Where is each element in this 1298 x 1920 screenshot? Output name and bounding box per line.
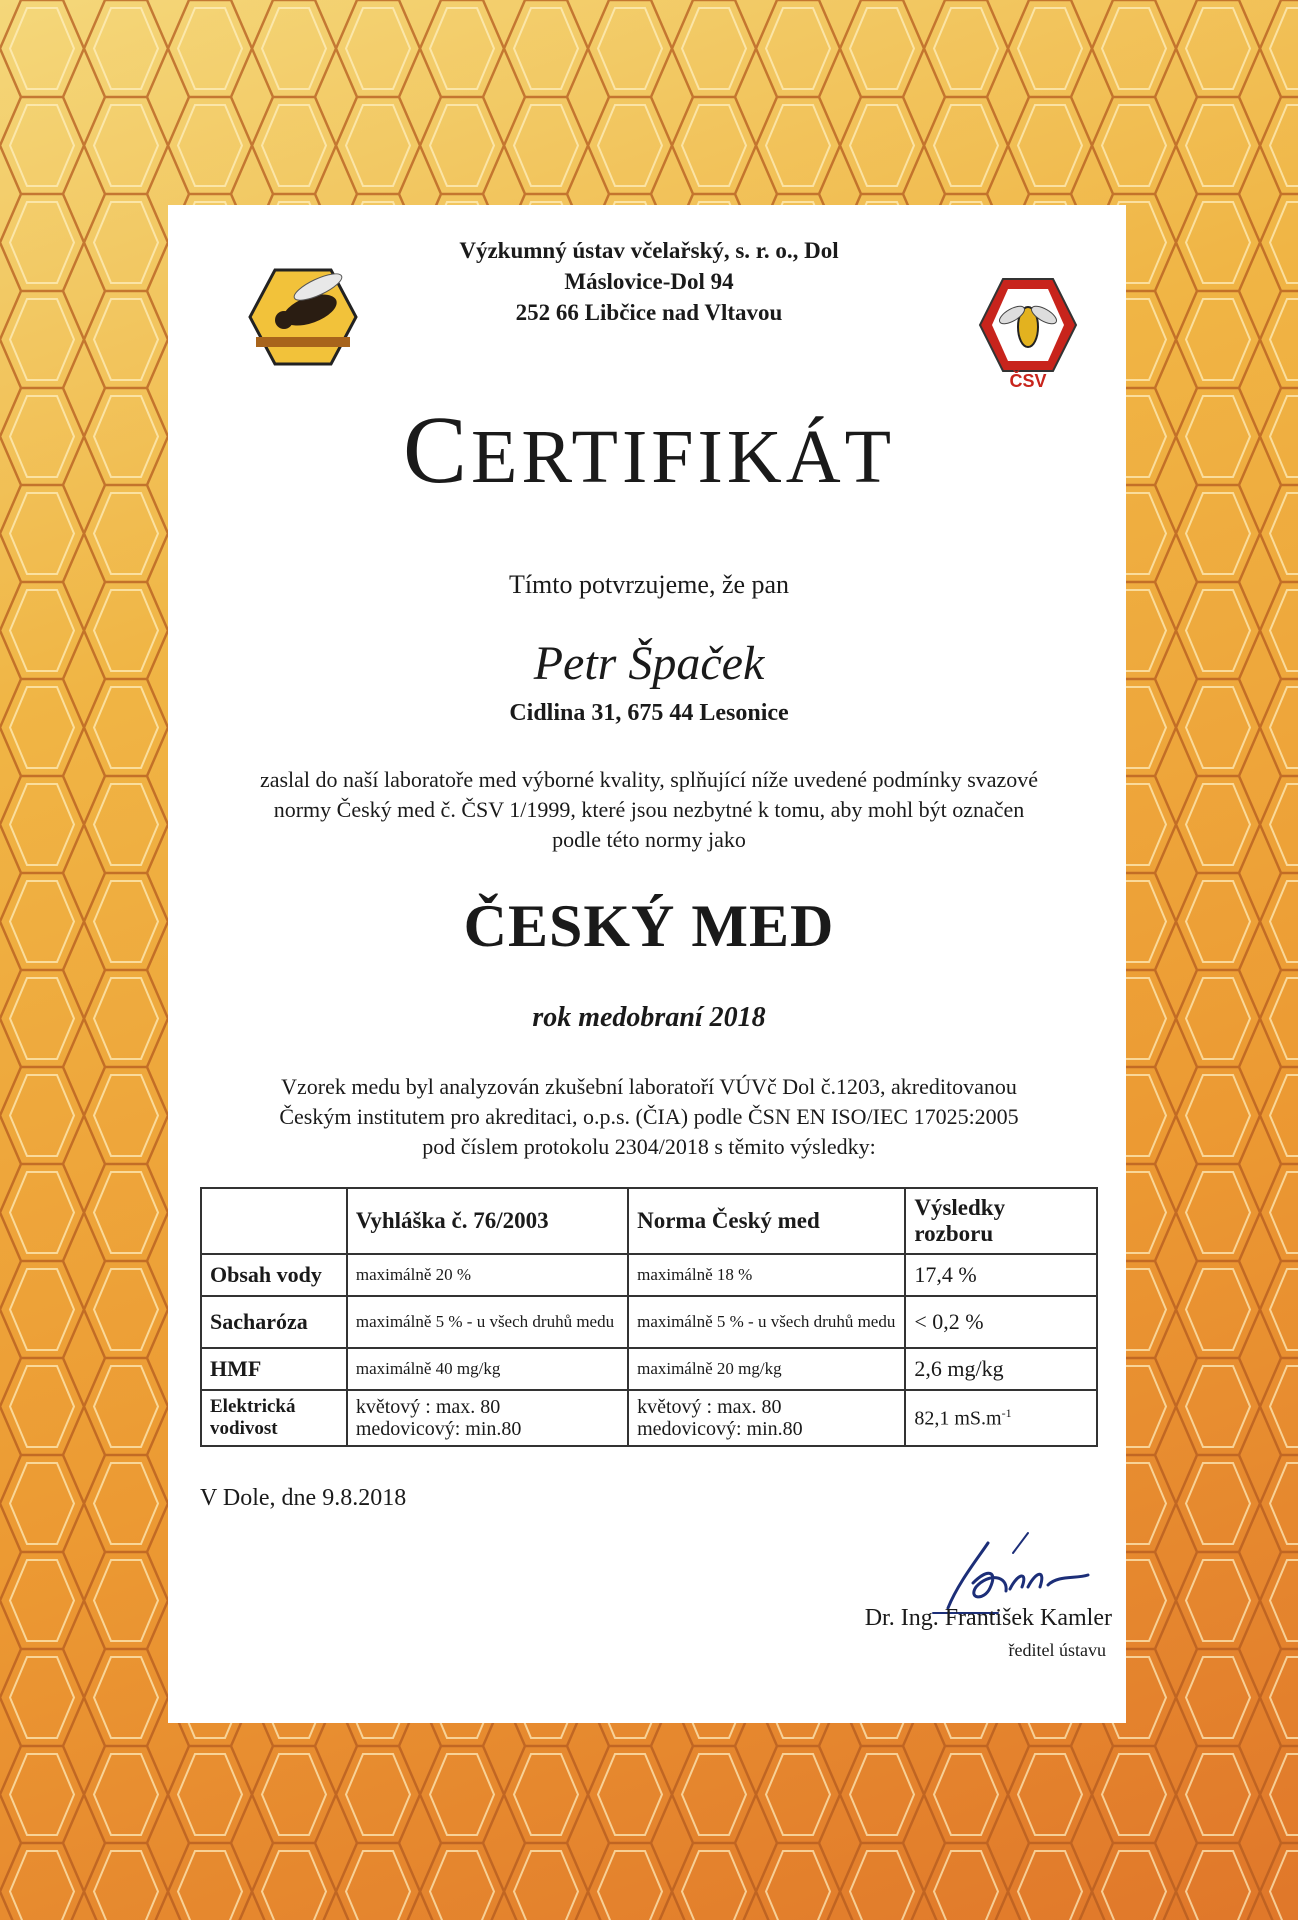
decree-value: maximálně 5 % - u všech druhů medu <box>347 1296 628 1348</box>
result-value: < 0,2 % <box>905 1296 1097 1348</box>
table-row <box>201 1348 1097 1390</box>
signer-name: Dr. Ing. František Kamler <box>864 1605 1112 1631</box>
analysis-paragraph <box>190 1072 1108 1162</box>
certificate-title <box>0 396 1298 507</box>
analysis-line: Vzorek medu byl analyzován zkušební laboratoří VÚVč Dol č.1203, akreditovanou <box>281 1074 1017 1099</box>
norm-value: maximálně 20 mg/kg <box>628 1348 905 1390</box>
decree-line: medovicový: min.80 <box>355 1418 522 1440</box>
row-label: Elektrická vodivost <box>201 1390 347 1446</box>
analysis-line: pod číslem protokolu 2304/2018 s těmito výsledky: <box>422 1134 876 1159</box>
title-initial: C <box>402 396 471 503</box>
title-rest: ERTIFIKÁT <box>470 415 896 499</box>
date-line: V Dole, dne 9.8.2018 <box>200 1485 407 1511</box>
signer-role: ředitel ústavu <box>1008 1640 1106 1660</box>
decree-line: květový : max. 80 <box>355 1396 501 1418</box>
decree-value: maximálně 40 mg/kg <box>347 1348 628 1390</box>
header-norm: Norma Český med <box>628 1188 905 1254</box>
result-value: 2,6 mg/kg <box>905 1348 1097 1390</box>
institute-street: Máslovice-Dol 94 <box>564 269 734 294</box>
harvest-year: rok medobraní 2018 <box>532 1002 766 1033</box>
header-results: Výsledky rozboru <box>905 1188 1097 1254</box>
statement-line: zaslal do naší laboratoře med výborné kvality, splňující níže uvedené podmínky svazové <box>259 767 1039 792</box>
logo-csv-text: ČSV <box>1009 371 1047 391</box>
decree-value: maximálně 20 % <box>347 1254 628 1296</box>
header-empty <box>201 1188 347 1254</box>
analysis-line: Českým institutem pro akreditaci, o.p.s. (ČIA) podle ČSN EN ISO/IEC 17025:2005 <box>279 1104 1019 1129</box>
header-decree: Vyhláška č. 76/2003 <box>347 1188 628 1254</box>
row-label: Sacharóza <box>201 1296 347 1348</box>
institute-header <box>0 235 1298 328</box>
norm-line: květový : max. 80 <box>637 1396 782 1418</box>
result-superscript: -1 <box>1001 1405 1012 1420</box>
recipient-address: Cidlina 31, 675 44 Lesonice <box>509 700 789 726</box>
norm-value: maximálně 18 % <box>628 1254 905 1296</box>
institute-city: 252 66 Libčice nad Vltavou <box>515 300 783 325</box>
product-title: ČESKÝ MED <box>463 893 835 959</box>
decree-value <box>347 1390 628 1446</box>
row-label: Obsah vody <box>201 1254 347 1296</box>
norm-line: medovicový: min.80 <box>637 1418 803 1440</box>
statement-line: podle této normy jako <box>552 827 746 852</box>
result-value <box>905 1390 1097 1446</box>
norm-value: maximálně 5 % - u všech druhů medu <box>628 1296 905 1348</box>
results-table <box>200 1187 1098 1447</box>
result-value: 17,4 % <box>905 1254 1097 1296</box>
result-main: 82,1 mS.m <box>914 1407 1002 1430</box>
institute-name: Výzkumný ústav včelařský, s. r. o., Dol <box>459 238 839 263</box>
recipient-name: Petr Špaček <box>533 637 765 690</box>
statement-line: normy Český med č. ČSV 1/1999, které jsou nezbytné k tomu, aby mohl být označen <box>273 797 1025 822</box>
statement-paragraph <box>190 765 1108 855</box>
intro-text: Tímto potvrzujeme, že pan <box>508 570 790 599</box>
row-label: HMF <box>201 1348 347 1390</box>
norm-value <box>628 1390 905 1446</box>
table-row <box>201 1254 1097 1296</box>
table-header-row <box>201 1188 1097 1254</box>
table-row <box>201 1390 1097 1446</box>
table-row <box>201 1296 1097 1348</box>
